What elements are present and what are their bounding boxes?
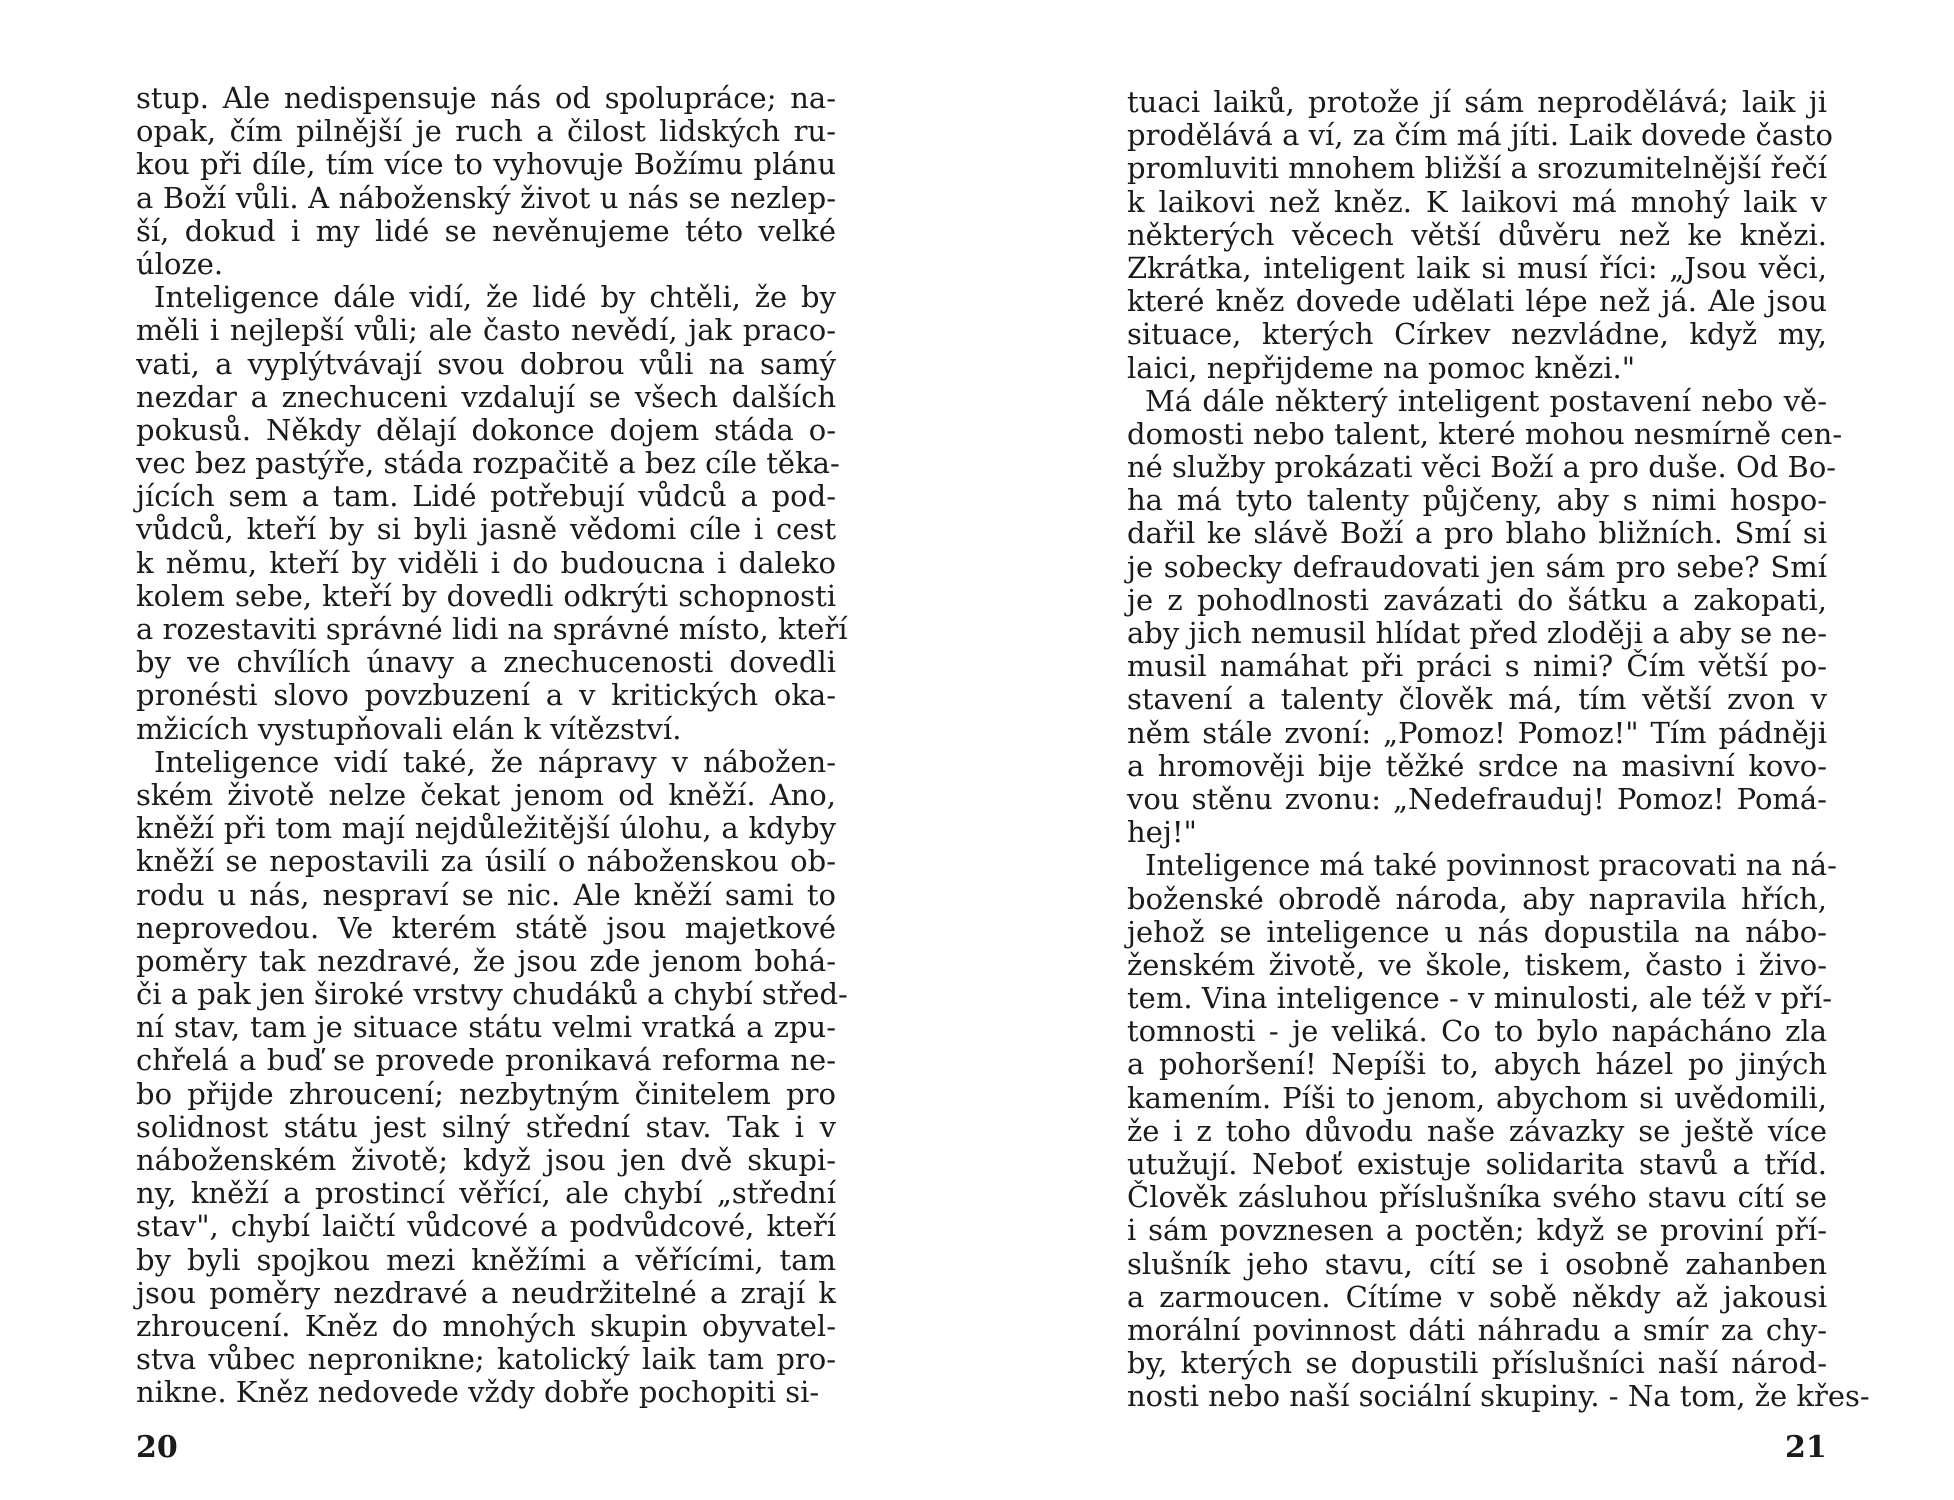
text-line: měli i nejlepší vůli; ale často nevědí, jak praco- — [136, 313, 836, 348]
page-number-left: 20 — [136, 1430, 178, 1465]
text-line: by, kterých se dopustili příslušníci naší národ- — [1127, 1346, 1827, 1381]
text-line: či a pak jen široké vrstvy chudáků a chybí střed- — [136, 977, 848, 1012]
text-line: vec bez pastýře, stáda rozpačitě a bez cíle těka- — [136, 446, 840, 481]
text-line: morální povinnost dáti náhradu a smír za chy- — [1127, 1312, 1827, 1347]
text-line: solidnost státu jest silný střední stav. Tak i v — [136, 1109, 836, 1144]
text-line: tem. Vina inteligence - v minulosti, ale též v pří- — [1127, 981, 1833, 1016]
text-line: zhroucení. Kněz do mnohých skupin obyvatel- — [136, 1308, 836, 1343]
text-line: vou stěnu zvonu: „Nedefrauduj! Pomoz! Pomá- — [1127, 781, 1827, 816]
text-line: ženském životě, ve škole, tiskem, často i živo- — [1127, 947, 1827, 982]
text-line: né služby prokázati věci Boží a pro duše. Od Bo- — [1127, 450, 1837, 485]
text-line: poměry tak nezdravé, že jsou zde jenom bohá- — [136, 943, 836, 978]
text-line: kamením. Píši to jenom, abychom si uvědomili, — [1127, 1080, 1827, 1115]
text-line: ny, kněží a prostincí věřící, ale chybí „střední — [136, 1176, 836, 1211]
text-line: kou při díle, tím více to vyhovuje Božímu plánu — [136, 147, 836, 182]
text-line: dařil ke slávě Boží a pro blaho bližních. Smí si — [1127, 516, 1827, 551]
text-line: kněží při tom mají nejdůležitější úlohu, a kdyby — [136, 811, 836, 846]
text-line: pronésti slovo povzbuzení a v kritických oka- — [136, 678, 836, 713]
text-line: by ve chvílích únavy a znechucenosti dovedli — [136, 645, 836, 680]
text-line: a pohoršení! Nepíši to, abych házel po jiných — [1127, 1047, 1827, 1082]
text-line: utužují. Neboť existuje solidarita stavů a tříd. — [1127, 1147, 1827, 1181]
text-line: tomnosti - je veliká. Co to bylo napácháno zla — [1127, 1014, 1827, 1049]
text-line: laici, nepřijdeme na pomoc knězi." — [1127, 350, 1636, 385]
text-line: Inteligence vidí také, že nápravy v nábožen- — [154, 744, 836, 779]
text-line: ší, dokud i my lidé se nevěnujeme této velké — [136, 213, 836, 248]
paragraph — [136, 82, 836, 281]
text-line: a Boží vůli. A náboženský život u nás se nezlep- — [136, 180, 836, 215]
text-line: domosti nebo talent, které mohou nesmírně cen- — [1127, 416, 1843, 451]
paragraph — [136, 280, 848, 746]
text-line: musil namáhat při práci s nimi? Čím větší po- — [1127, 649, 1827, 684]
paragraph — [136, 744, 848, 1410]
text-line: kněží se nepostavili za úsilí o náboženskou ob- — [136, 844, 836, 879]
right-page-text — [1127, 85, 1870, 1414]
text-line: úloze. — [136, 246, 224, 281]
text-line: kolem sebe, kteří by dovedli odkrýti schopnosti — [136, 578, 836, 613]
text-line: vůdců, kteří by si byli jasně vědomi cíle i cest — [136, 512, 836, 547]
paragraph — [1127, 848, 1870, 1414]
text-line: Člověk zásluhou příslušníka svého stavu cítí se — [1127, 1180, 1827, 1215]
text-line: některých věcech větší důvěru než ke knězi. — [1127, 217, 1827, 252]
text-line: mžicích vystupňovali elán k vítězství. — [136, 711, 682, 746]
text-line: neprovedou. Ve kterém státě jsou majetkové — [136, 910, 836, 945]
text-line: Inteligence dále vidí, že lidé by chtěli, že by — [154, 280, 836, 315]
page-number-right: 21 — [1785, 1430, 1827, 1465]
text-line: nikne. Kněz nedovede vždy dobře pochopiti si- — [136, 1375, 820, 1410]
text-line: k němu, kteří by viděli i do budoucna i daleko — [136, 545, 836, 580]
text-line: a rozestaviti správné lidi na správné místo, kteří — [136, 612, 848, 646]
text-line: vati, a vyplýtvávají svou dobrou vůli na samý — [136, 346, 836, 381]
text-line: Inteligence má také povinnost pracovati na ná- — [1145, 848, 1837, 883]
text-line: chřelá a buď se provede pronikavá reforma ne- — [136, 1043, 836, 1078]
text-line: ském životě nelze čekat jenom od kněží. Ano, — [136, 777, 836, 812]
text-line: něm stále zvoní: „Pomoz! Pomoz!" Tím pádněji — [1127, 715, 1827, 750]
text-line: náboženském životě; když jsou jen dvě skupi- — [136, 1143, 836, 1177]
text-line: je sobecky defraudovati jen sám pro sebe? Smí — [1127, 549, 1827, 584]
text-line: a hromověji bije těžké srdce na masivní kovo- — [1127, 748, 1827, 783]
text-line: stup. Ale nedispensuje nás od spolupráce; na- — [136, 81, 836, 115]
text-line: tuaci laiků, protože jí sám neprodělává; laik ji — [1127, 85, 1827, 119]
text-line: ní stav, tam je situace státu velmi vratká a zpu- — [136, 1010, 836, 1045]
paragraph — [1127, 85, 1833, 385]
text-line: i sám povznesen a poctěn; když se proviní pří- — [1127, 1213, 1827, 1248]
text-line: jsou poměry nezdravé a neudržitelné a zrají k — [136, 1275, 836, 1310]
text-line: nezdar a znechuceni vzdalují se všech dalších — [136, 379, 836, 414]
text-line: situace, kterých Církev nezvládne, když my, — [1127, 317, 1827, 352]
text-line: k laikovi než kněz. K laikovi má mnohý laik v — [1127, 184, 1827, 219]
text-line: že i z toho důvodu naše závazky se ještě více — [1127, 1113, 1827, 1148]
text-line: stva vůbec nepronikne; katolický laik tam pro- — [136, 1342, 836, 1377]
text-line: a zarmoucen. Cítíme v sobě někdy až jakousi — [1127, 1279, 1827, 1314]
text-line: pokusů. Někdy dělají dokonce dojem stáda o- — [136, 412, 836, 447]
text-line: Zkrátka, inteligent laik si musí říci: „Jsou věci, — [1127, 250, 1827, 285]
text-line: ha má tyto talenty půjčeny, aby s nimi hospo- — [1127, 483, 1827, 518]
text-line: slušník jeho stavu, cítí se i osobně zahanben — [1127, 1246, 1827, 1281]
text-line: jících sem a tam. Lidé potřebují vůdců a pod- — [136, 479, 836, 514]
text-line: stav", chybí laičtí vůdcové a podvůdcové, kteří — [136, 1209, 836, 1244]
text-line: je z pohodlnosti zavázati do šátku a zakopati, — [1127, 582, 1827, 617]
text-line: které kněz dovede udělati lépe než já. Ale jsou — [1127, 284, 1827, 319]
text-line: jehož se inteligence u nás dopustila na nábo- — [1127, 914, 1827, 949]
text-line: aby jich nemusil hlídat před zloději a aby se ne- — [1127, 616, 1827, 650]
paragraph — [1127, 383, 1843, 850]
text-line: by byli spojkou mezi kněžími a věřícími, tam — [136, 1242, 836, 1277]
text-line: Má dále některý inteligent postavení nebo vě- — [1145, 383, 1827, 418]
text-line: stavení a talenty člověk má, tím větší zvon v — [1127, 682, 1827, 717]
text-line: bo přijde zhroucení; nezbytným činitelem pro — [136, 1076, 836, 1111]
left-page-text — [136, 81, 848, 1410]
text-line: prodělává a ví, za čím má jíti. Laik dovede často — [1127, 118, 1833, 153]
text-line: promluviti mnohem bližší a srozumitelnější řečí — [1127, 151, 1827, 186]
text-line: boženské obrodě národa, aby napravila hřích, — [1127, 881, 1827, 916]
text-line: rodu u nás, nespraví se nic. Ale kněží sami to — [136, 877, 836, 912]
text-line: nosti nebo naší sociální skupiny. - Na tom, že křes- — [1127, 1379, 1870, 1414]
text-line: opak, čím pilnější je ruch a čilost lidských ru- — [136, 114, 836, 149]
right-page — [977, 0, 1954, 1500]
text-line: hej!" — [1127, 815, 1197, 850]
